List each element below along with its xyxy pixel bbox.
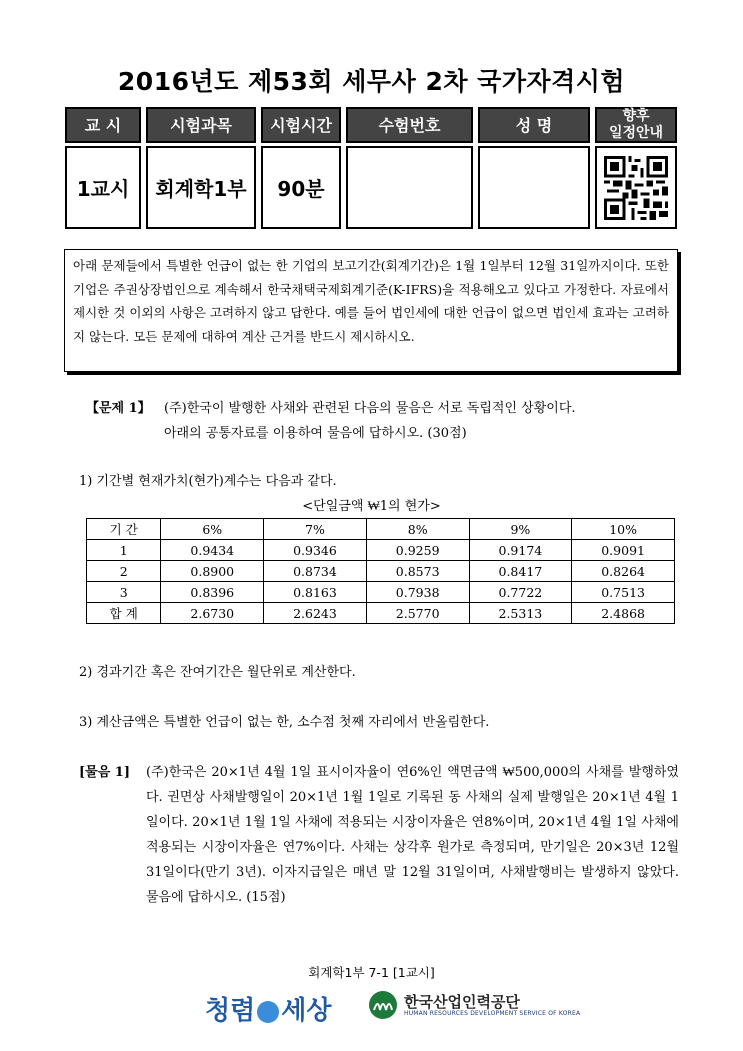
hrdk-logo: [368, 990, 580, 1020]
table-cell: 0.8900: [161, 561, 264, 582]
sub-question-1: [79, 760, 679, 910]
common-item-3: 3) 계산금액은 특별한 언급이 없는 한, 소수점 첫째 자리에서 반올림한다.: [79, 715, 490, 730]
header-value-subject: 회계학1부: [146, 146, 256, 229]
table-cell: 2.4868: [572, 603, 675, 624]
header-label-schedule: 향후 일정안내: [595, 107, 677, 143]
header-value-time: 90분: [261, 146, 341, 229]
table-header-cell: 8%: [366, 519, 469, 540]
table-cell: 0.8573: [366, 561, 469, 582]
integrity-logo-text-right: 세상: [281, 996, 332, 1026]
qr-code-icon: [604, 156, 668, 220]
page-footer: 회계학1부 7-1 [1교시]: [308, 965, 435, 980]
question-1: [86, 396, 696, 446]
table-row: [87, 540, 675, 561]
table-cell: 0.9259: [366, 540, 469, 561]
question-1-label: 【문제 1】: [86, 401, 151, 416]
integrity-logo: [205, 990, 331, 1027]
integrity-logo-text-left: 청렴: [205, 996, 256, 1026]
table-header-cell: 7%: [264, 519, 367, 540]
table-cell: 0.8396: [161, 582, 264, 603]
table-cell: 1: [87, 540, 161, 561]
table-row: [87, 582, 675, 603]
table-cell: 2.5770: [366, 603, 469, 624]
hrdk-logo-name: 한국산업인력공단: [404, 992, 520, 1011]
sub-question-1-text: (주)한국은 20×1년 4월 1일 표시이자율이 연6%인 액면금액 ₩500,000의 사채를 발행하였다. 권면상 사채발행일이 20×1년 1월 1일로 기록된 동 사채의 실제 발행일은 20×1년 4월 1일이다. 20×1년 1월 1일 사채에 적용되는 시장이자율은 연8%이며, 20×1년 4월 1일 사채에 적용되는 시장이자율은 연7%이다. 사채는 상각후 원가로 측정되며, 만기일은 20×3년 12월 31일이다(만기 3년). 이자지급일은 매년 말 12월 31일이며, 사채발행비는 발생하지 않았다. 물음에 답하시오. (15점): [146, 765, 679, 905]
table-cell: 0.7513: [572, 582, 675, 603]
schedule-qr-box[interactable]: [595, 146, 677, 229]
header-label-subject: 시험과목: [146, 107, 256, 143]
header-label-period: 교 시: [65, 107, 141, 143]
table-caption: <단일금액 ₩1의 현가>: [302, 499, 441, 514]
exam-notice: 아래 문제들에서 특별한 언급이 없는 한 기업의 보고기간(회계기간)은 1월 1일부터 12월 31일까지이다. 또한 기업은 주권상장법인으로 계속해서 한국채택국제회계기준(K-IFRS)을 적용해오고 있다고 가정한다. 자료에서 제시한 것 이외의 사항은 고려하지 않고 답한다. 예를 들어 법인세에 대한 언급이 없으면 법인세 효과는 고려하지 않는다. 모든 문제에 대하여 계산 근거를 반드시 제시하시오.: [64, 249, 678, 372]
sub-question-1-label: [물음 1]: [79, 765, 130, 780]
header-label-name: 성 명: [478, 107, 590, 143]
table-cell: 0.7722: [469, 582, 572, 603]
globe-icon: [257, 1001, 279, 1023]
name-field[interactable]: [478, 146, 590, 229]
table-header-cell: 기 간: [87, 519, 161, 540]
table-cell: 0.9346: [264, 540, 367, 561]
table-cell: 합 계: [87, 603, 161, 624]
present-value-table: [86, 518, 675, 624]
table-total-row: [87, 603, 675, 624]
table-cell: 0.9174: [469, 540, 572, 561]
table-header-cell: 9%: [469, 519, 572, 540]
table-cell: 2.6243: [264, 603, 367, 624]
exam-number-field[interactable]: [346, 146, 473, 229]
hrdk-emblem-icon: [368, 990, 398, 1020]
question-1-line1: (주)한국이 발행한 사채와 관련된 다음의 물음은 서로 독립적인 상황이다.: [164, 401, 576, 416]
table-cell: 0.9091: [572, 540, 675, 561]
table-row: [87, 561, 675, 582]
common-item-2: 2) 경과기간 혹은 잔여기간은 월단위로 계산한다.: [79, 665, 356, 680]
table-cell: 2: [87, 561, 161, 582]
hrdk-logo-subtitle: HUMAN RESOURCES DEVELOPMENT SERVICE OF KOREA: [404, 1009, 581, 1017]
table-cell: 0.9434: [161, 540, 264, 561]
table-cell: 0.8264: [572, 561, 675, 582]
table-header-cell: 6%: [161, 519, 264, 540]
table-header-cell: 10%: [572, 519, 675, 540]
header-label-time: 시험시간: [261, 107, 341, 143]
table-cell: 0.8734: [264, 561, 367, 582]
page-title: 2016년도 제53회 세무사 2차 국가자격시험: [117, 67, 626, 96]
header-value-period: 1교시: [65, 146, 141, 229]
table-cell: 0.8163: [264, 582, 367, 603]
table-header-row: [87, 519, 675, 540]
common-item-1: 1) 기간별 현재가치(현가)계수는 다음과 같다.: [79, 474, 337, 489]
question-1-line2: 아래의 공통자료를 이용하여 물음에 답하시오. (30점): [164, 426, 467, 441]
header-label-exam-number: 수험번호: [346, 107, 473, 143]
table-cell: 2.5313: [469, 603, 572, 624]
table-cell: 3: [87, 582, 161, 603]
table-cell: 0.8417: [469, 561, 572, 582]
table-cell: 0.7938: [366, 582, 469, 603]
table-cell: 2.6730: [161, 603, 264, 624]
